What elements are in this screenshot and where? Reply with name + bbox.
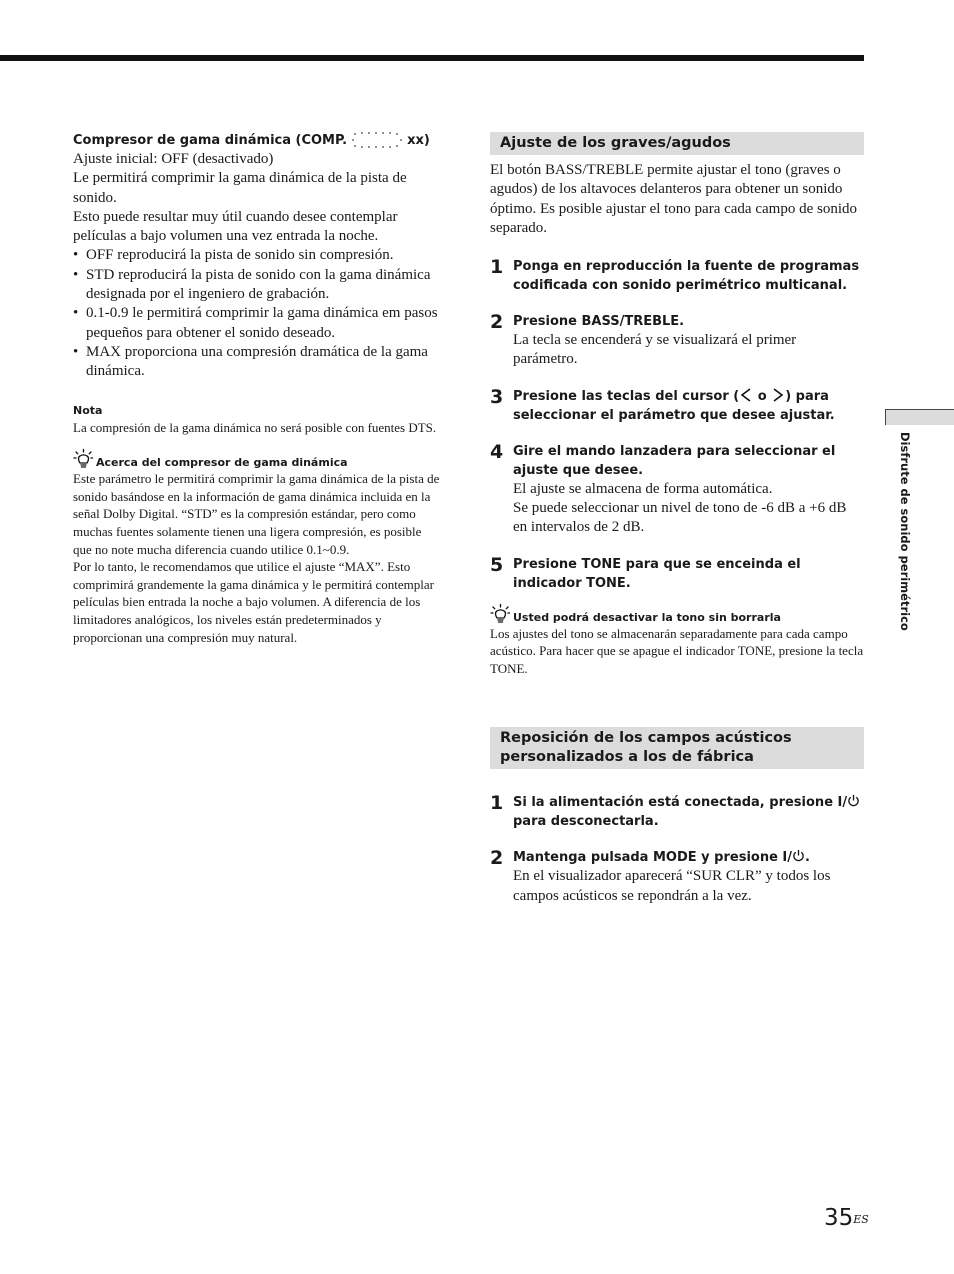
step xyxy=(490,257,864,295)
side-tab-marker xyxy=(885,409,954,425)
section-title-reset: Reposición de los campos acústicos personalizados a los de fábrica xyxy=(490,727,864,769)
step-number: 2 xyxy=(490,311,504,334)
step xyxy=(490,442,864,538)
list-item: • STD reproducirá la pista de sonido con la gama dinámica designada por el ingeniero de grabación. xyxy=(73,266,441,305)
comp-paragraph: Esto puede resultar muy útil cuando desee contemplar películas a bajo volumen una vez entrada la noche. xyxy=(73,208,398,245)
step-number: 4 xyxy=(490,440,504,463)
step xyxy=(490,793,864,831)
list-item: • MAX proporciona una compresión dramática de la gama dinámica. xyxy=(73,343,441,382)
tip-title: Acerca del compresor de gama dinámica xyxy=(96,456,348,470)
right-column xyxy=(490,132,864,906)
page-language-suffix: ES xyxy=(853,1213,869,1226)
step-detail: El ajuste se almacena de forma automática. xyxy=(513,480,773,497)
note-text: La compresión de la gama dinámica no será posible con fuentes DTS. xyxy=(73,419,437,435)
cursor-left-icon xyxy=(739,388,753,402)
comp-bullet-list xyxy=(73,246,441,381)
comp-paragraph: Ajuste inicial: OFF (desactivado) xyxy=(73,151,274,167)
step-instruction: Mantenga pulsada MODE y presione I/ . xyxy=(513,850,810,866)
list-item: • OFF reproducirá la pista de sonido sin compresión. xyxy=(73,246,441,265)
comp-paragraph: Le permitirá comprimir la gama dinámica de la pista de sonido. xyxy=(73,170,407,206)
step-detail: La tecla se encenderá y se visualizará el primer parámetro. xyxy=(513,332,797,368)
lightbulb-icon xyxy=(73,448,93,470)
step-number: 1 xyxy=(490,256,504,279)
step-detail: Se puede seleccionar un nivel de tono de -6 dB a +6 dB en intervalos de 2 dB. xyxy=(513,500,847,536)
lightbulb-icon xyxy=(490,603,510,625)
cursor-right-icon xyxy=(771,388,785,402)
step-number: 3 xyxy=(490,385,504,408)
tip-heading xyxy=(490,603,864,625)
tip-heading xyxy=(73,448,441,470)
step-instruction: Gire el mando lanzadera para seleccionar el ajuste que desee. xyxy=(513,443,836,478)
tip-body xyxy=(73,470,441,646)
comp-title: Compresor de gama dinámica (COMP. xx) xyxy=(73,130,441,150)
step-number: 2 xyxy=(490,847,504,870)
power-icon xyxy=(847,794,860,807)
step xyxy=(490,555,864,593)
tip-paragraph: Por lo tanto, le recomendamos que utilice el ajuste “MAX”. Esto comprimirá grandemente la gama dinámica y le permitirá contemplar películas bien entrada la noche a bajo volumen. A diferencia de los limitadores analógicos, los niveles están predeterminados y proporcionan una compresión muy natural. xyxy=(73,559,434,645)
tip-text: Los ajustes del tono se almacenarán separadamente para cada campo acústico. Para hacer que se apague el indicador TONE, presione la tecla TONE. xyxy=(490,625,864,676)
page-number: $35^{ES}$ xyxy=(824,1205,869,1231)
power-icon xyxy=(792,849,805,862)
step-detail: En el visualizador aparecerá “SUR CLR” y todos los campos acústicos se repondrán a la vez. xyxy=(513,868,831,904)
display-dots-icon xyxy=(351,130,403,150)
step-instruction: Presione BASS/TREBLE. xyxy=(513,314,685,330)
list-item: • 0.1-0.9 le permitirá comprimir la gama dinámica em pasos pequeños para obtener el sonido deseado. xyxy=(73,304,441,343)
step xyxy=(490,848,864,906)
step-instruction: Presione TONE para que se enceinda el indicador TONE. xyxy=(513,556,801,591)
tip-paragraph: Este parámetro le permitirá comprimir la gama dinámica de la pista de sonido basándose en la información de gama dinámica incluida en la señal Dolby Digital. “STD” es la compresión estándar, pero como muchas fuentes solamente tienen una ligera compresión, es posible que no note mucha diferencia cuando utilice 0.1~0.9. xyxy=(73,471,440,557)
step xyxy=(490,312,864,370)
section-title-bass-treble: Ajuste de los graves/agudos xyxy=(490,132,864,155)
side-section-label: Disfrute de sonido perimétrico xyxy=(898,432,912,631)
step-number: 5 xyxy=(490,553,504,576)
step-instruction: Presione las teclas del cursor ( o ) para seleccionar el parámetro que desee ajustar. xyxy=(513,388,835,423)
left-column xyxy=(73,130,441,646)
step xyxy=(490,387,864,425)
section-intro: El botón BASS/TREBLE permite ajustar el tono (graves o agudos) de los altavoces delanteros para obtener un sonido óptimo. Es posible ajustar el tono para cada campo de sonido separado. xyxy=(490,162,857,236)
tip-title: Usted podrá desactivar la tono sin borrarla xyxy=(513,610,781,624)
step-instruction: Si la alimentación está conectada, presione I/ para desconectarla. xyxy=(513,793,864,831)
comp-description xyxy=(73,150,441,382)
step-number: 1 xyxy=(490,792,504,815)
note-title: Nota xyxy=(73,403,103,417)
step-instruction: Ponga en reproducción la fuente de programas codificada con sonido perimétrico multicanal. xyxy=(513,259,860,294)
top-rule xyxy=(0,55,864,61)
